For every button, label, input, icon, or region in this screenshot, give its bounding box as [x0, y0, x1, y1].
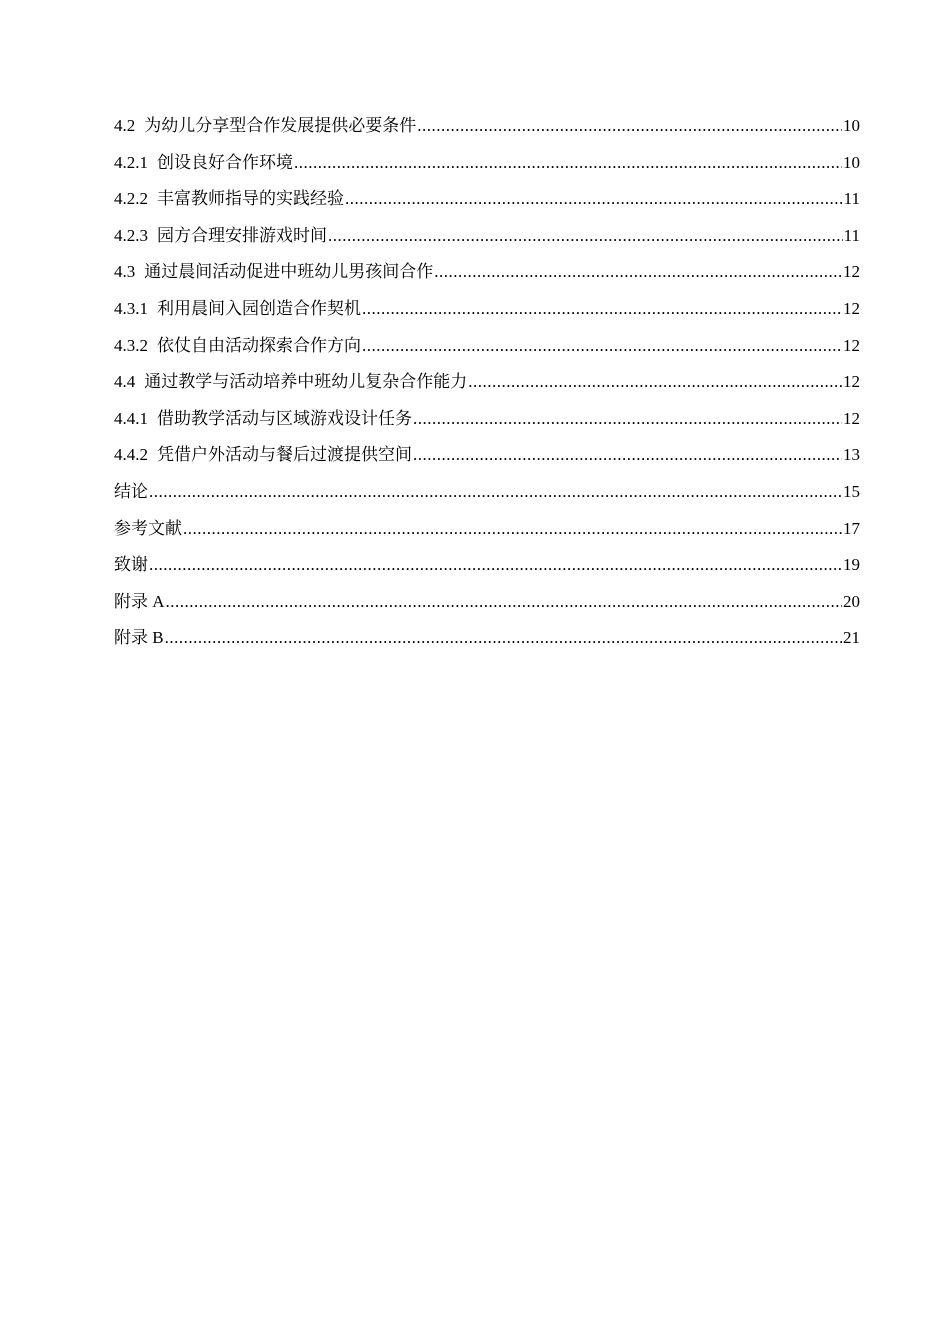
dot-leader [294, 151, 842, 175]
toc-entry-label [114, 187, 344, 211]
toc-entry[interactable] [114, 151, 860, 188]
toc-entry-label [114, 517, 182, 541]
toc-entry[interactable] [114, 443, 860, 480]
toc-entry[interactable] [114, 260, 860, 297]
dot-leader [413, 407, 842, 431]
toc-entry-title: 附录 B [114, 628, 164, 648]
toc-entry[interactable] [114, 187, 860, 224]
toc-entry[interactable] [114, 407, 860, 444]
toc-entry-number: 4.3.2 [114, 335, 148, 355]
toc-entry-title: 通过教学与活动培养中班幼儿复杂合作能力 [144, 372, 468, 392]
toc-entry-number: 4.4 [114, 372, 136, 392]
toc-entry-title: 附录 A [114, 591, 165, 611]
toc-entry-title: 依仗自由活动探索合作方向 [157, 335, 361, 355]
toc-entry-label [114, 553, 148, 577]
toc-entry[interactable] [114, 590, 860, 627]
toc-entry-number: 4.3 [114, 262, 136, 282]
toc-entry-number: 4.2.3 [114, 225, 148, 245]
dot-leader [328, 224, 843, 248]
toc-entry-label [114, 260, 433, 284]
toc-entry-page: 15 [843, 481, 860, 501]
dot-leader [362, 334, 842, 358]
toc-entry-title: 借助教学活动与区域游戏设计任务 [157, 408, 412, 428]
toc-entry-label [114, 590, 165, 614]
toc-entry-label [114, 480, 148, 504]
toc-entry-number: 4.2.2 [114, 189, 148, 209]
table-of-contents [114, 114, 860, 663]
toc-entry-page: 21 [843, 628, 860, 648]
toc-entry[interactable] [114, 480, 860, 517]
dot-leader [468, 370, 842, 394]
toc-entry-label [114, 370, 467, 394]
dot-leader [149, 480, 842, 504]
toc-entry-label [114, 334, 361, 358]
toc-entry-page: 13 [843, 445, 860, 465]
toc-entry-title: 创设良好合作环境 [157, 152, 293, 172]
toc-entry-number: 4.3.1 [114, 298, 148, 318]
toc-entry-page: 12 [843, 335, 860, 355]
toc-entry-title: 参考文献 [114, 518, 182, 538]
toc-entry[interactable] [114, 334, 860, 371]
toc-entry[interactable] [114, 553, 860, 590]
toc-entry-label [114, 151, 293, 175]
toc-entry-title: 致谢 [114, 555, 148, 575]
toc-entry[interactable] [114, 517, 860, 554]
toc-entry[interactable] [114, 224, 860, 261]
toc-entry-title: 为幼儿分享型合作发展提供必要条件 [144, 116, 417, 135]
toc-entry-number: 4.4.1 [114, 408, 148, 428]
dot-leader [417, 114, 842, 138]
dot-leader [165, 626, 842, 650]
toc-entry-page: 10 [843, 152, 860, 172]
toc-entry-label [114, 297, 361, 321]
toc-entry-label [114, 626, 164, 650]
toc-entry-title: 凭借户外活动与餐后过渡提供空间 [157, 445, 412, 465]
toc-entry-title: 通过晨间活动促进中班幼儿男孩间合作 [144, 262, 434, 282]
toc-entry-label [114, 224, 327, 248]
toc-entry-page: 12 [843, 262, 860, 282]
toc-entry-label [114, 114, 416, 138]
toc-entry-number: 4.2 [114, 116, 136, 135]
toc-entry-label [114, 407, 412, 431]
toc-entry-title: 结论 [114, 481, 148, 501]
toc-entry-number: 4.2.1 [114, 152, 148, 172]
toc-entry[interactable] [114, 626, 860, 663]
toc-entry-title: 园方合理安排游戏时间 [157, 225, 327, 245]
toc-entry-page: 20 [843, 591, 860, 611]
toc-entry-page: 19 [843, 555, 860, 575]
toc-entry-page: 12 [843, 298, 860, 318]
toc-entry-page: 12 [843, 372, 860, 392]
toc-entry-page: 11 [843, 225, 860, 245]
dot-leader [413, 443, 842, 467]
toc-entry-page: 17 [843, 518, 860, 538]
toc-entry[interactable] [114, 114, 860, 151]
toc-entry-label [114, 443, 412, 467]
toc-entry-page: 10 [843, 116, 860, 135]
dot-leader [362, 297, 842, 321]
toc-entry-page: 11 [843, 189, 860, 209]
toc-entry-title: 利用晨间入园创造合作契机 [157, 298, 361, 318]
dot-leader [345, 187, 843, 211]
toc-entry[interactable] [114, 297, 860, 334]
dot-leader [434, 260, 842, 284]
toc-entry[interactable] [114, 370, 860, 407]
dot-leader [166, 590, 842, 614]
dot-leader [149, 553, 842, 577]
toc-entry-page: 12 [843, 408, 860, 428]
dot-leader [183, 517, 842, 541]
toc-entry-number: 4.4.2 [114, 445, 148, 465]
toc-entry-title: 丰富教师指导的实践经验 [157, 189, 344, 209]
